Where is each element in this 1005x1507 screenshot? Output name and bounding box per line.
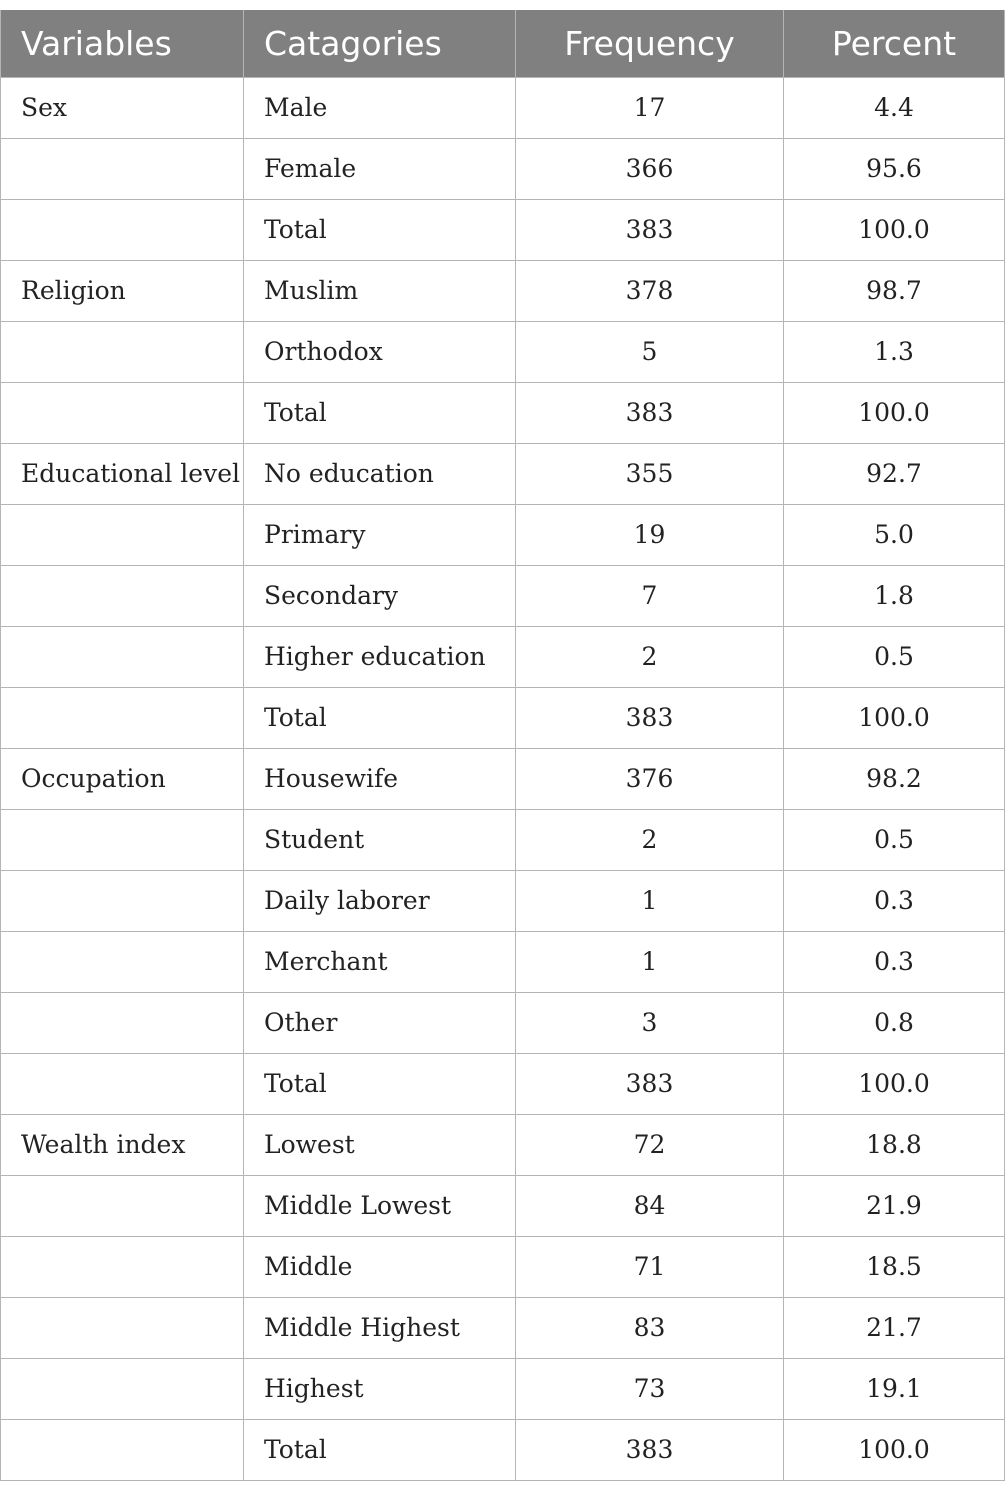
cell-category: Housewife — [244, 748, 516, 809]
table-row — [1, 748, 1005, 809]
cell-variable — [1, 504, 244, 565]
table-row — [1, 443, 1005, 504]
cell-frequency: 1 — [516, 931, 784, 992]
table-row — [1, 1114, 1005, 1175]
cell-variable: Religion — [1, 260, 244, 321]
cell-percent: 0.5 — [784, 809, 1005, 870]
cell-variable — [1, 1358, 244, 1419]
cell-category: Other — [244, 992, 516, 1053]
cell-frequency: 19 — [516, 504, 784, 565]
cell-category: Total — [244, 1419, 516, 1480]
cell-category: Middle Lowest — [244, 1175, 516, 1236]
cell-variable — [1, 1053, 244, 1114]
header-percent: Percent — [784, 10, 1005, 77]
cell-variable: Educational level — [1, 443, 244, 504]
cell-frequency: 383 — [516, 1053, 784, 1114]
cell-percent: 98.2 — [784, 748, 1005, 809]
cell-variable: Wealth index — [1, 1114, 244, 1175]
cell-category: Female — [244, 138, 516, 199]
cell-frequency: 73 — [516, 1358, 784, 1419]
cell-percent: 4.4 — [784, 77, 1005, 138]
cell-category: Higher education — [244, 626, 516, 687]
cell-frequency: 2 — [516, 809, 784, 870]
cell-frequency: 383 — [516, 1419, 784, 1480]
cell-category: Total — [244, 1053, 516, 1114]
cell-variable — [1, 138, 244, 199]
cell-percent: 98.7 — [784, 260, 1005, 321]
cell-category: Highest — [244, 1358, 516, 1419]
cell-frequency: 83 — [516, 1297, 784, 1358]
cell-variable — [1, 809, 244, 870]
cell-category: Lowest — [244, 1114, 516, 1175]
cell-category: Student — [244, 809, 516, 870]
cell-frequency: 1 — [516, 870, 784, 931]
cell-category: Primary — [244, 504, 516, 565]
cell-variable — [1, 1175, 244, 1236]
cell-percent: 100.0 — [784, 199, 1005, 260]
cell-frequency: 7 — [516, 565, 784, 626]
cell-percent: 100.0 — [784, 687, 1005, 748]
cell-variable — [1, 1236, 244, 1297]
cell-variable — [1, 321, 244, 382]
cell-category: Muslim — [244, 260, 516, 321]
cell-frequency: 72 — [516, 1114, 784, 1175]
cell-percent: 1.8 — [784, 565, 1005, 626]
cell-category: Secondary — [244, 565, 516, 626]
cell-percent: 0.3 — [784, 931, 1005, 992]
cell-category: Total — [244, 199, 516, 260]
cell-percent: 92.7 — [784, 443, 1005, 504]
cell-frequency: 355 — [516, 443, 784, 504]
cell-frequency: 383 — [516, 199, 784, 260]
table-row — [1, 687, 1005, 748]
cell-category: Middle Highest — [244, 1297, 516, 1358]
cell-percent: 95.6 — [784, 138, 1005, 199]
cell-percent: 18.5 — [784, 1236, 1005, 1297]
table-row — [1, 931, 1005, 992]
cell-frequency: 17 — [516, 77, 784, 138]
cell-variable — [1, 199, 244, 260]
table-row — [1, 870, 1005, 931]
table-row — [1, 77, 1005, 138]
cell-frequency: 383 — [516, 687, 784, 748]
cell-category: Male — [244, 77, 516, 138]
cell-percent: 100.0 — [784, 382, 1005, 443]
header-row — [1, 10, 1005, 77]
table-row — [1, 199, 1005, 260]
cell-variable — [1, 931, 244, 992]
cell-percent: 21.9 — [784, 1175, 1005, 1236]
cell-frequency: 376 — [516, 748, 784, 809]
cell-variable: Occupation — [1, 748, 244, 809]
table-row — [1, 992, 1005, 1053]
cell-variable — [1, 992, 244, 1053]
cell-variable — [1, 565, 244, 626]
cell-frequency: 2 — [516, 626, 784, 687]
table-row — [1, 1297, 1005, 1358]
cell-frequency: 383 — [516, 382, 784, 443]
cell-percent: 21.7 — [784, 1297, 1005, 1358]
header-frequency: Frequency — [516, 10, 784, 77]
table-row — [1, 1175, 1005, 1236]
cell-frequency: 71 — [516, 1236, 784, 1297]
cell-category: Middle — [244, 1236, 516, 1297]
cell-frequency: 84 — [516, 1175, 784, 1236]
cell-variable — [1, 626, 244, 687]
cell-category: Total — [244, 382, 516, 443]
cell-variable — [1, 870, 244, 931]
table-row — [1, 504, 1005, 565]
table-body — [1, 77, 1005, 1480]
cell-category: Daily laborer — [244, 870, 516, 931]
cell-percent: 0.3 — [784, 870, 1005, 931]
cell-percent: 5.0 — [784, 504, 1005, 565]
cell-category: No education — [244, 443, 516, 504]
table-row — [1, 321, 1005, 382]
table-row — [1, 260, 1005, 321]
cell-category: Merchant — [244, 931, 516, 992]
cell-variable — [1, 1297, 244, 1358]
cell-percent: 100.0 — [784, 1419, 1005, 1480]
table-row — [1, 809, 1005, 870]
table-row — [1, 565, 1005, 626]
cell-percent: 19.1 — [784, 1358, 1005, 1419]
table-row — [1, 1053, 1005, 1114]
cell-percent: 0.5 — [784, 626, 1005, 687]
cell-variable — [1, 1419, 244, 1480]
table-header — [1, 10, 1005, 77]
cell-category: Total — [244, 687, 516, 748]
table-row — [1, 1419, 1005, 1480]
cell-frequency: 366 — [516, 138, 784, 199]
table-row — [1, 1358, 1005, 1419]
cell-percent: 0.8 — [784, 992, 1005, 1053]
cell-frequency: 5 — [516, 321, 784, 382]
table-row — [1, 1236, 1005, 1297]
sociodemographic-table — [0, 10, 1005, 1481]
cell-percent: 100.0 — [784, 1053, 1005, 1114]
cell-variable — [1, 382, 244, 443]
cell-frequency: 378 — [516, 260, 784, 321]
table-row — [1, 382, 1005, 443]
cell-variable: Sex — [1, 77, 244, 138]
cell-percent: 18.8 — [784, 1114, 1005, 1175]
table-row — [1, 138, 1005, 199]
cell-variable — [1, 687, 244, 748]
table-row — [1, 626, 1005, 687]
header-variables: Variables — [1, 10, 244, 77]
cell-frequency: 3 — [516, 992, 784, 1053]
cell-percent: 1.3 — [784, 321, 1005, 382]
cell-category: Orthodox — [244, 321, 516, 382]
header-categories: Catagories — [244, 10, 516, 77]
